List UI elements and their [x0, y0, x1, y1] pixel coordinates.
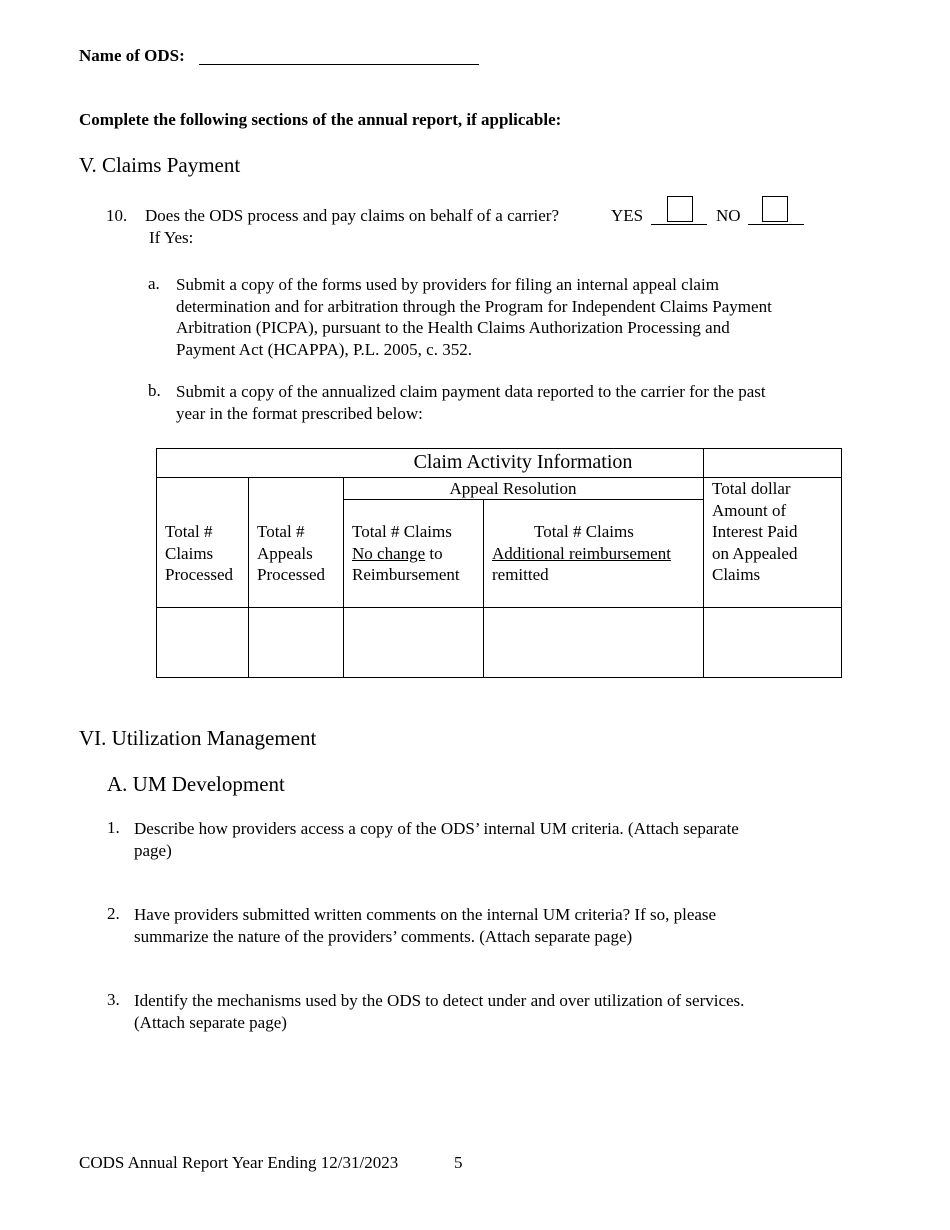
ods-name-label: Name of ODS:	[79, 46, 185, 65]
um-item-2-number: 2.	[107, 904, 120, 923]
col-interest-paid: Total dollar Amount of Interest Paid on Appealed Claims	[712, 479, 798, 584]
item-a-text: Submit a copy of the forms used by providers for filing an internal appeal claim determination and for arbitration through the Program for Independent Claims Payment Arbitration (PICPA), pursuant to the Health Claims Authorization Processing and Payment Act (HCAPPA), P.L. 2005, c. 352.	[176, 275, 772, 359]
cell-additional-reimbursement-input[interactable]	[484, 608, 703, 677]
no-checkbox[interactable]	[762, 196, 788, 222]
um-item-1-number: 1.	[107, 818, 120, 837]
col-no-change-reimbursement: Total # Claims No change to Reimbursement	[352, 522, 460, 584]
page-number: 5	[454, 1153, 463, 1172]
item-b-text: Submit a copy of the annualized claim payment data reported to the carrier for the past year in the format prescribed below:	[176, 382, 766, 423]
item-b-letter: b.	[148, 381, 161, 400]
yes-underline	[651, 224, 707, 225]
cell-appeals-processed-input[interactable]	[249, 608, 343, 677]
col-total-appeals-processed: Total # Appeals Processed	[257, 522, 325, 584]
section-v-title: V. Claims Payment	[79, 153, 241, 177]
um-item-1-text: Describe how providers access a copy of the ODS’ internal UM criteria. (Attach separate page)	[134, 819, 739, 860]
instructions-text: Complete the following sections of the annual report, if applicable:	[79, 110, 562, 129]
q10-question: Does the ODS process and pay claims on behalf of a carrier?	[145, 206, 559, 225]
yes-checkbox[interactable]	[667, 196, 693, 222]
col-total-claims-processed: Total # Claims Processed	[165, 522, 233, 584]
no-label: NO	[716, 206, 741, 225]
section-vi-title: VI. Utilization Management	[79, 726, 317, 750]
q10-number: 10.	[106, 206, 128, 225]
appeal-resolution-header: Appeal Resolution	[449, 479, 577, 498]
cell-claims-processed-input[interactable]	[157, 608, 248, 677]
um-item-3-number: 3.	[107, 990, 120, 1009]
cell-interest-paid-input[interactable]	[704, 608, 841, 677]
item-a-letter: a.	[148, 274, 160, 293]
footer-text: CODS Annual Report Year Ending 12/31/2023	[79, 1153, 399, 1172]
if-yes-label: If Yes:	[149, 228, 194, 247]
table-title: Claim Activity Information	[413, 451, 633, 473]
col-additional-reimbursement: Total # Claims Additional reimbursement remitted	[492, 522, 671, 584]
um-development-title: A. UM Development	[107, 772, 285, 796]
cell-no-change-input[interactable]	[344, 608, 483, 677]
yes-label: YES	[611, 206, 644, 225]
no-underline	[748, 224, 804, 225]
ods-name-field[interactable]	[199, 64, 479, 65]
um-item-2-text: Have providers submitted written comments on the internal UM criteria? If so, please summarize the nature of the providers’ comments. (Attach separate page)	[134, 905, 717, 946]
um-item-3-text: Identify the mechanisms used by the ODS to detect under and over utilization of services. (Attach separate page)	[134, 991, 745, 1032]
